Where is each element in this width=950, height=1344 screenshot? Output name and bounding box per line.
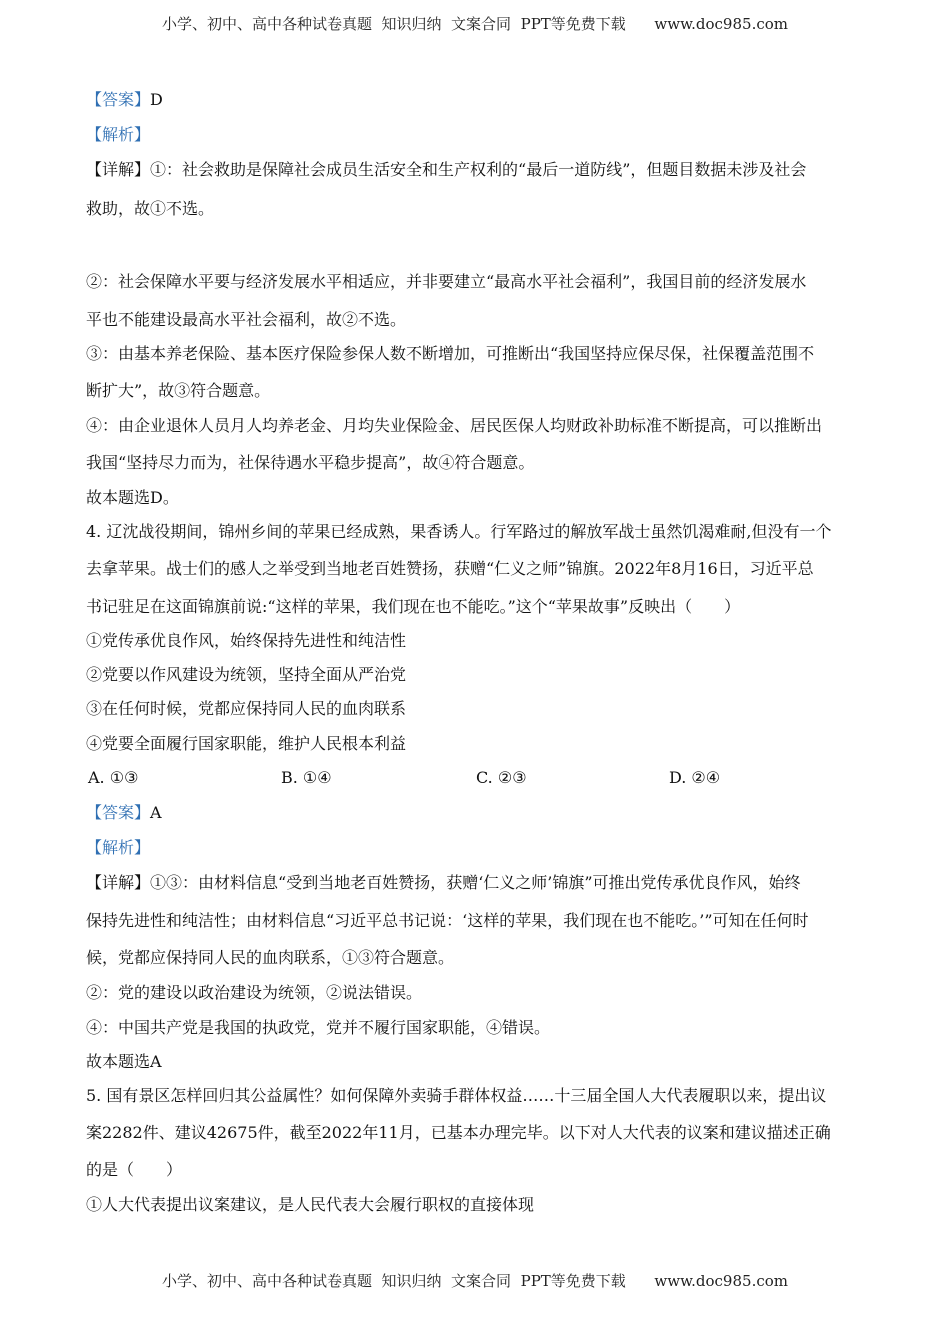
q3-answer-row xyxy=(86,90,876,110)
q4-detail-line: ④：中国共产党是我国的执政党，党并不履行国家职能，④错误。 xyxy=(86,1018,551,1037)
page-header: 小学、初中、高中各种试卷真题 知识归纳 文案合同 PPT等免费下载 www.doc985.com xyxy=(161,15,788,33)
detail-text: ①③：由材料信息“受到当地老百姓赞扬，获赠‘仁义之师’锦旗”可推出党传承优良作风，始终 xyxy=(150,873,801,892)
detail-tag: 【详解】 xyxy=(86,160,151,179)
q3-detail-line: 平也不能建设最高水平社会福利，故②不选。 xyxy=(86,310,407,329)
q5-stem-line: 案2282件、建议42675件，截至2022年11月，已基本办理完毕。以下对人大代表的议案和建议描述正确 xyxy=(86,1123,831,1142)
q4-detail-line: ②：党的建设以政治建设为统领，②说法错误。 xyxy=(86,983,423,1002)
q4-detail-line: 保持先进性和纯洁性；由材料信息“习近平总书记说：‘这样的苹果，我们现在也不能吃。’”可知在任何时 xyxy=(86,911,809,930)
q4-stem-line: 去拿苹果。战士们的感人之举受到当地老百姓赞扬，获赠“仁义之师”锦旗。2022年8月16日，习近平总 xyxy=(86,559,814,578)
q5-stem-line: 的是（ ） xyxy=(86,1160,183,1179)
q5-stem-line: 5. 国有景区怎样回归其公益属性？如何保障外卖骑手群体权益……十三届全国人大代表履职以来，提出议 xyxy=(86,1086,827,1105)
q4-stem-line: 书记驻足在这面锦旗前说:“这样的苹果，我们现在也不能吃。”这个“苹果故事”反映出（ ） xyxy=(86,597,741,616)
q3-detail-line: 救助，故①不选。 xyxy=(86,199,215,218)
q3-detail-line xyxy=(86,160,876,180)
answer-value: A xyxy=(150,803,162,822)
q4-option-a: A. ①③ xyxy=(88,768,139,787)
q3-detail-line: ④：由企业退休人员月人均养老金、月均失业保险金、居民医保人均财政补助标准不断提高，可以推断出 xyxy=(86,416,823,435)
analysis-tag: 【解析】 xyxy=(86,838,151,857)
q4-statement: ①党传承优良作风，始终保持先进性和纯洁性 xyxy=(86,631,407,650)
q4-detail-line xyxy=(86,873,876,893)
q4-option-b: B. ①④ xyxy=(281,768,332,787)
q3-detail-line: 我国“坚持尽力而为，社保待遇水平稳步提高”，故④符合题意。 xyxy=(86,453,535,472)
q3-detail-line: ③：由基本养老保险、基本医疗保险参保人数不断增加，可推断出“我国坚持应保尽保，社保覆盖范围不 xyxy=(86,344,815,363)
q3-conclusion: 故本题选D。 xyxy=(86,488,179,507)
detail-tag: 【详解】 xyxy=(86,873,151,892)
answer-tag: 【答案】 xyxy=(86,90,151,109)
analysis-tag: 【解析】 xyxy=(86,125,151,144)
q4-stem-line: 4. 辽沈战役期间，锦州乡间的苹果已经成熟，果香诱人。行军路过的解放军战士虽然饥渴难耐,但没有一个 xyxy=(86,522,832,541)
q4-option-c: C. ②③ xyxy=(476,768,527,787)
q4-statement: ③在任何时候，党都应保持同人民的血肉联系 xyxy=(86,699,407,718)
q4-conclusion: 故本题选A xyxy=(86,1052,162,1071)
detail-text: ①：社会救助是保障社会成员生活安全和生产权利的“最后一道防线”，但题目数据未涉及社会 xyxy=(150,160,807,179)
q4-detail-line: 候，党都应保持同人民的血肉联系，①③符合题意。 xyxy=(86,948,455,967)
q4-statement: ②党要以作风建设为统领，坚持全面从严治党 xyxy=(86,665,407,684)
answer-value: D xyxy=(150,90,163,109)
q4-option-d: D. ②④ xyxy=(669,768,721,787)
answer-tag: 【答案】 xyxy=(86,803,151,822)
q4-statement: ④党要全面履行国家职能，维护人民根本利益 xyxy=(86,734,407,753)
q3-analysis-tag xyxy=(86,125,876,145)
q3-detail-line: ②：社会保障水平要与经济发展水平相适应，并非要建立“最高水平社会福利”，我国目前的经济发展水 xyxy=(86,272,807,291)
page-footer: 小学、初中、高中各种试卷真题 知识归纳 文案合同 PPT等免费下载 www.doc985.com xyxy=(161,1272,788,1290)
q4-analysis-tag xyxy=(86,838,876,858)
q4-answer-row xyxy=(86,803,876,823)
q3-detail-line: 断扩大”，故③符合题意。 xyxy=(86,381,271,400)
q5-statement: ①人大代表提出议案建议，是人民代表大会履行职权的直接体现 xyxy=(86,1195,535,1214)
